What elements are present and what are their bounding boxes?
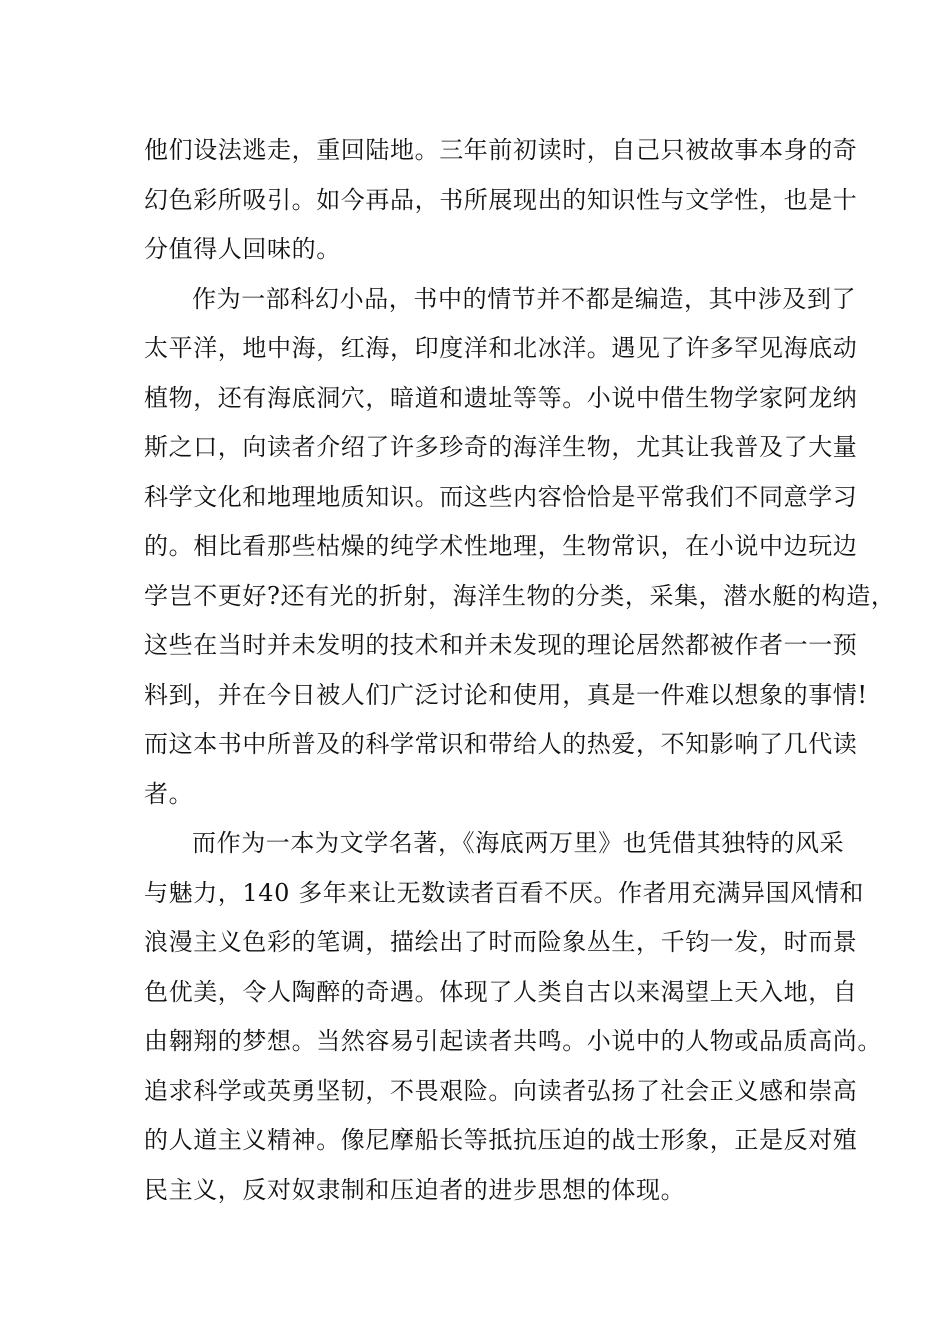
text-line: 学岂不更好?还有光的折射，海洋生物的分类，采集，潜水艇的构造， [144, 581, 896, 610]
text-line: 这些在当时并未发明的技术和并未发现的理论居然都被作者一一预 [144, 631, 858, 659]
text-line: 浪漫主义色彩的笔调，描绘出了时而险象丛生，千钧一发，时而景 [144, 928, 858, 956]
text-line: 而这本书中所普及的科学常识和带给人的热爱，不知影响了几代读 [144, 730, 858, 758]
text-line: 科学文化和地理地质知识。而这些内容恰恰是平常我们不同意学习 [144, 482, 858, 511]
text-line: 者。 [144, 779, 194, 808]
paragraph-first-line: 作为一部科幻小品，书中的情节并不都是编造，其中涉及到了 [192, 284, 857, 313]
text-line: 追求科学或英勇坚韧，不畏艰险。向读者弘扬了社会正义感和崇高 [144, 1076, 858, 1105]
text-line: 他们设法逃走，重回陆地。三年前初读时，自己只被故事本身的奇 [144, 136, 858, 164]
text-line: 植物，还有海底洞穴，暗道和遗址等等。小说中借生物学家阿龙纳 [144, 383, 858, 412]
text-line: 民主义，反对奴隶制和压迫者的进步思想的体现。 [144, 1175, 686, 1204]
text-line: 由翱翔的梦想。当然容易引起读者共鸣。小说中的人物或品质高尚。 [144, 1027, 882, 1055]
text-line: 的。相比看那些枯燥的纯学术性地理，生物常识，在小说中边玩边 [144, 532, 858, 560]
text-line: 的人道主义精神。像尼摩船长等抵抗压迫的战士形象，正是反对殖 [144, 1126, 858, 1154]
text-line: 料到，并在今日被人们广泛讨论和使用，真是一件难以想象的事情! [144, 680, 868, 709]
text-line: 斯之口，向读者介绍了许多珍奇的海洋生物，尤其让我普及了大量 [144, 433, 858, 461]
paragraph-first-line: 而作为一本为文学名著，《海底两万里》也凭借其独特的风采 [192, 829, 845, 857]
text-line: 分值得人回味的。 [144, 235, 341, 263]
text-line: 与魅力，140 多年来让无数读者百看不厌。作者用充满异国风情和 [144, 878, 865, 907]
text-line: 色优美，令人陶醉的奇遇。体现了人类自古以来渴望上天入地，自 [144, 977, 858, 1006]
body-text [144, 126, 896, 1215]
text-line: 幻色彩所吸引。如今再品，书所展现出的知识性与文学性，也是十 [144, 185, 858, 214]
text-line: 太平洋，地中海，红海，印度洋和北冰洋。遇见了许多罕见海底动 [144, 334, 858, 362]
